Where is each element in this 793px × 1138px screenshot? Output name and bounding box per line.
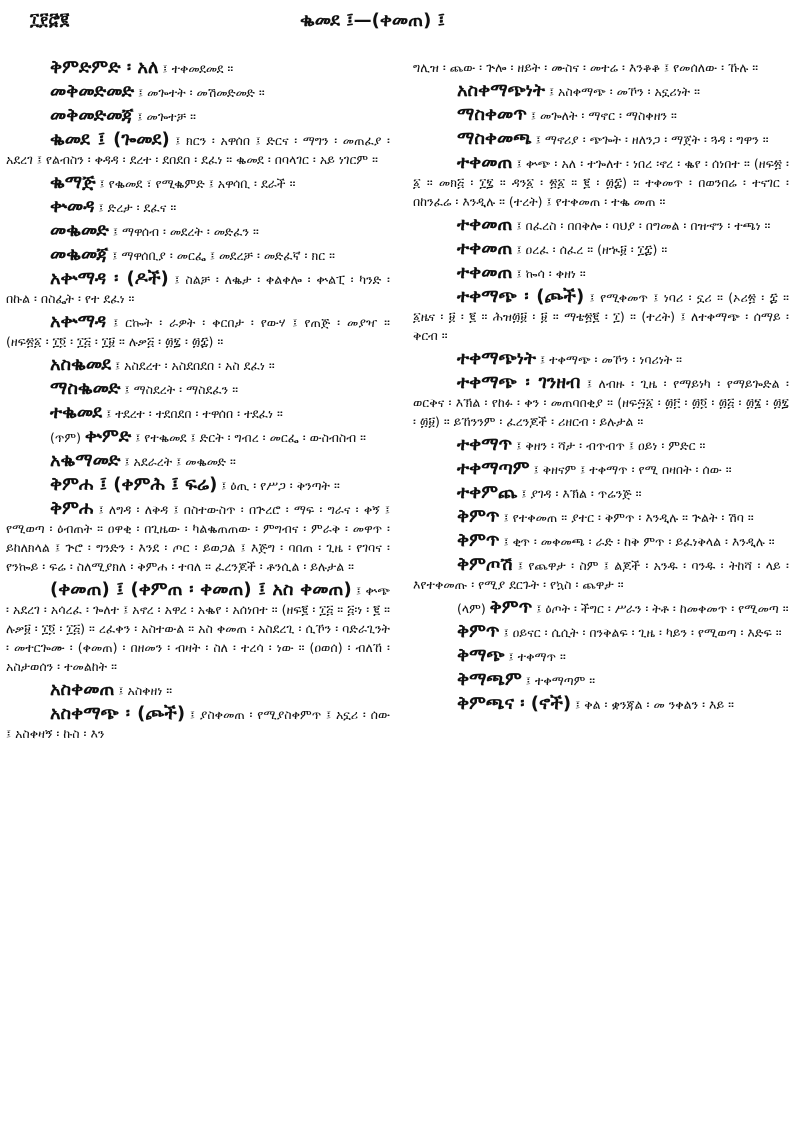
dictionary-entry	[413, 58, 789, 77]
entry-headword: ተቀመጠ	[457, 152, 513, 173]
dictionary-entry	[413, 81, 789, 101]
entry-headword: መቅመድመድ	[50, 81, 135, 102]
entry-headword: አስቀማጭነት	[457, 80, 545, 101]
entry-definition: ፤ የሚቀመጥ ፤ ነባሪ ፡ ኗሪ ። (ኦሪ፳ ፡ ፰ ። ፩ዜና ፡ ፱ ፡ ፪ ። ሕዝ፴፱ ፡ ፱ ። ማቴ፳፪ ፡ ፲) ። (ተረት) ፤ ለተቀማጭ ፡ ሰማይ ፡ ቅርብ ።	[413, 290, 789, 343]
entry-headword: ቅምጥ	[457, 621, 500, 642]
entry-headword: ቅማጭ	[457, 645, 505, 666]
running-head: ቈመደ ፤—(ቀመጠ) ፤	[300, 10, 445, 31]
entry-headword: አስቀማጭ ፡ (ጮች)	[50, 703, 186, 724]
entry-headword: መቈመጃ	[50, 244, 109, 265]
entry-headword: ተቈመደ	[50, 402, 103, 423]
dictionary-entry	[6, 451, 390, 471]
entry-headword: አቍማዳ	[50, 311, 107, 332]
entry-definition: ፤ ርኰት ፡ ራዎት ፡ ቀርበታ ፡ የውሃ ፤ የጠጅ ፡ መያዣ ። (ዘፍ፳፩ ፡ ፲፬ ፡ ፲፭ ፡ ፲፱ ። ሉቃ፭ ፡ ፴፯ ፡ ፴፰) ።	[6, 315, 390, 349]
entry-definition: ፤ ተቀመደመደ ።	[158, 61, 234, 76]
entry-headword: ተቀማጭ ፡ ገንዘብ	[457, 372, 581, 393]
dictionary-entry	[6, 269, 390, 308]
dictionary-entry	[413, 349, 789, 369]
dictionary-entry	[6, 379, 390, 399]
entry-definition: ፤ ቅል ፡ ቋንጃል ፡ መ ንቀልን ፡ እይ ።	[571, 697, 734, 712]
dictionary-entry	[6, 221, 390, 241]
dictionary-entry	[6, 355, 390, 375]
entry-definition: ፤ አስቀማጭ ፡ መኾን ፡ አኗሪነት ።	[544, 84, 700, 99]
entry-definition: ፤ ያገዳ ፡ እኽል ፡ ጥሬንጅ ።	[517, 486, 642, 501]
page-number: ፲፻፸፪	[30, 10, 70, 30]
entry-definition: ፤ ተቀማጥ ።	[504, 649, 566, 664]
entry-headword: ቈመደ ፤ (ጐመደ)	[50, 129, 170, 150]
dictionary-entry	[6, 403, 390, 423]
dictionary-entry	[413, 670, 789, 690]
dictionary-entry	[413, 129, 789, 149]
entry-headword: አስቈመደ	[50, 354, 112, 375]
entry-definition: ፤ ማዋሰቢያ ፡ መርፌ ፤ መደረቻ ፡ መድፈኛ ፡ ክር ።	[108, 248, 335, 263]
entry-definition: ፤ ለግዳ ፡ ለቅዳ ፤ በስተውስጥ ፡ በጕረሮ ፡ ማፍ ፡ ግራና ፡ ቀኝ ፤ የሚወጣ ፡ ዕብጠት ። ዐዋቂ ፡ በጊዜው ፡ ካልቈጠጠው ፡ ምግብና ፡ ምራቅ ፡ መዋጥ ፡ ይከለክላል ፤ ጕሮ ፡ ግንድን ፡ እንደ ፡ ጦር ፡ ይወጋል ፤ እጅግ ፡ ባበጠ ፡ ጊዜ ፡ የገባና ፡ የንኰይ ፡ ፍሬ ፡ ስለሚያክለ ፡ ቅምሐ ፡ ተባለ ። ፈረንጆች ፡ ቶንሲል ፡ ይሉታል ።	[6, 502, 390, 574]
dictionary-entry	[6, 173, 390, 193]
entry-headword: ቅምጥ	[457, 530, 500, 551]
entry-definition: ግሊዝ ፡ ጨው ፡ ጕሎ ፡ ዘይት ፡ ሙስና ፡ መተሬ ፡ እንቆቆ ፤ የመሰለው ፡ ኹሉ ።	[413, 60, 759, 75]
entry-definition: ፤ ያስቀመጠ ፡ የሚያስቀምጥ ፤ አኗሪ ፡ ሰው ፤ አስቀዛኝ ፡ ኩስ ፡ እን	[6, 707, 390, 741]
entry-headword: ተቀማጥ	[457, 434, 513, 455]
entry-definition: ፤ ቅዘናም ፤ ተቀማጥ ፡ የሚ በዛበት ፡ ሰው ።	[529, 462, 732, 477]
entry-headword: ቈማጅ	[50, 172, 96, 193]
dictionary-entry	[6, 106, 390, 126]
entry-definition: ፤ አስደረተ ፡ አስደበደበ ፡ አስ ደፈነ ።	[111, 358, 275, 373]
dictionary-entry	[6, 475, 390, 495]
entry-definition: ፤ ዕጢ ፡ የሥጋ ፡ ቅንጣት ።	[217, 478, 340, 493]
dictionary-entry	[413, 435, 789, 455]
entry-prefix: (ጥም)	[50, 430, 85, 445]
entry-headword: ተቀማጭ ፡ (ጮች)	[457, 286, 585, 307]
entry-headword: ተቀመጠ	[457, 214, 513, 235]
dictionary-entry	[413, 373, 789, 431]
entry-definition: ፤ የተቀመጠ ። ያተር ፡ ቅምጥ ፡ እንዲሉ ። ጕልት ፡ ሽባ ።	[499, 510, 754, 525]
entry-headword: ተቀማጣም	[457, 458, 530, 479]
entry-headword: አቍማዳ ፡ (ዶች)	[50, 268, 169, 289]
dictionary-entry	[413, 483, 789, 503]
entry-headword: ተቀመጠ	[457, 238, 513, 259]
dictionary-entry	[6, 312, 390, 351]
entry-headword: ቅምጥ	[489, 597, 533, 618]
entry-headword: ቍምድ	[84, 426, 132, 447]
entry-definition: ፤ አስቀዘነ ።	[114, 683, 173, 698]
dictionary-entry	[6, 197, 390, 217]
dictionary-entry	[413, 507, 789, 527]
dictionary-entry	[6, 427, 390, 447]
dictionary-entry	[413, 263, 789, 283]
entry-headword: ተቀማጭነት	[457, 348, 537, 369]
entry-headword: ቅምጫና ፡ (ኖች)	[457, 693, 572, 714]
entry-definition: ፤ ማዋሰብ ፡ መደረት ፡ መድፈን ።	[108, 224, 259, 239]
entry-headword: ቅምሐ	[50, 498, 94, 519]
entry-definition: ፤ ተደረተ ፡ ተደበደበ ፡ ተዋሰበ ፡ ተደፈነ ።	[102, 406, 283, 421]
entry-definition: ፤ በፈረስ ፡ በበቅሎ ፡ ባህያ ፡ በግመል ፡ በዝኆን ፡ ተጫነ ።	[512, 218, 771, 233]
entry-definition: ፤ መጐተት ፡ መሽመድመድ ።	[134, 85, 265, 100]
entry-definition: ፤ መጐተቻ ።	[133, 109, 196, 124]
entry-definition: ፤ ተቀማጣም ።	[521, 673, 596, 688]
dictionary-entry	[413, 646, 789, 666]
right-column	[413, 58, 789, 718]
dictionary-entry	[413, 215, 789, 235]
dictionary-entry	[413, 531, 789, 551]
entry-headword: ተቀምጨ	[457, 482, 518, 503]
left-column	[6, 58, 390, 747]
entry-headword: አስቀመጠ	[50, 679, 115, 700]
dictionary-entry	[6, 704, 390, 743]
dictionary-entry	[6, 82, 390, 102]
entry-prefix: (ላም)	[457, 601, 490, 616]
entry-definition: ፤ ኰሳ ፡ ቀዘነ ።	[512, 266, 586, 281]
dictionary-entry	[413, 622, 789, 642]
entry-definition: ፤ ቂጥ ፡ መቀመጫ ፡ ራድ ፡ ከቅ ምጥ ፡ ይፈነቅላል ፡ እንዲሉ ።	[499, 534, 775, 549]
entry-headword: ቅምድምድ ፡ አለ	[50, 57, 159, 78]
entry-headword: አቈማመድ	[50, 450, 121, 471]
entry-headword: መቅመድመጃ	[50, 105, 134, 126]
entry-definition: ፤ አደራረት ፤ መቈመድ ።	[120, 454, 236, 469]
entry-definition: ፤ ስልቻ ፡ ለቈታ ፡ ቀልቀሎ ፡ ቍልፒ ፡ ካንድ ፡ በኩል ፡ በስፌት ፡ የተ ደፈነ ።	[6, 272, 390, 306]
dictionary-entry	[6, 580, 390, 676]
entry-definition: ፤ ድረታ ፡ ደፈና ።	[94, 200, 177, 215]
entry-headword: ማስቀመጫ	[457, 128, 532, 149]
entry-definition: ፤ ቍጭ ፡ አለ ፡ ተጐለተ ፡ ነበረ ፡ኖረ ፡ ቈየ ፡ ሰነበተ ። (ዘፍ፳ ፡ ፩ ። መክ፭ ፡ ፲፯ ። ዳን፩ ፡ ፳፩ ። ፪ ፡ ፴፰) ። ተቀመጥ ፡ በወንበሬ ፡ ተናገር ፡ በከንፈሬ ፡ እንዲሉ ። (ተረት) ፤ የተቀመጠ ፡ ተቈ መጠ ።	[413, 156, 789, 209]
entry-definition: ፤ ለብዙ ፡ ጊዜ ፡ የማይነካ ፡ የማይጐድል ፡ ወርቅና ፡ እኽል ፡ የከፉ ፡ ቀን ፡ መጠባበቂያ ። (ዘፍ፵፩ ፡ ፴፫ ፡ ፴፬ ፡ ፴፭ ፡ ፴፮ ፡ ፴፯ ፡ ፴፱) ። ይኸንንም ፡ ፈረንጆች ፡ ሪዘርብ ፡ ይሉታል ።	[413, 376, 789, 429]
dictionary-entry	[6, 499, 390, 576]
entry-definition: ፤ ቍጭ ፡ አደረገ ፡ አሳረፈ ፡ ጐለተ ፤ አኖረ ፡ አዋረ ፡ አቈየ ፡ አሰነበተ ። (ዘፍ፪ ፡ ፲፭ ። ፭፡ነ ፡ ፪ ። ሉቃ፱ ፡ ፲፬ ፡ ፲፭) ። ረፈቀን ፡ አስተውል ። አስ ቀመጠ ፡ አስደረጊ ፡ ሲኾን ፡ ባድራጊንት ፡ መተርጐሙ ፡ (ቀመጠ) ፡ በዘመን ፡ ብዛት ፡ ስለ ፡ ተረሳ ፡ ነው ። (ዐወሰ) ፡ ብለኸ ፡ አስታወሰን ፡ ተመልከት ።	[6, 583, 390, 674]
dictionary-entry	[413, 555, 789, 594]
entry-definition: ፤ ዐረፈ ፡ ሰፈረ ። (ዘኊ፱ ፡ ፲፰) ።	[512, 242, 668, 257]
dictionary-entry	[413, 459, 789, 479]
dictionary-entry	[413, 287, 789, 345]
dictionary-entry	[413, 105, 789, 125]
dictionary-entry	[413, 239, 789, 259]
entry-headword: ቍመዳ	[50, 196, 95, 217]
entry-headword: ተቀመጠ	[457, 262, 513, 283]
dictionary-entry	[6, 58, 390, 78]
entry-headword: (ቀመጠ) ፤ (ቀምጠ ፡ ቀመጠ) ፤ አስ ቀመጠ)	[50, 579, 352, 600]
entry-headword: ማስቀመጥ	[457, 104, 527, 125]
entry-headword: ቅምሐ ፤ (ቀምሕ ፤ ፍሬ)	[50, 474, 218, 495]
entry-definition: ፤ ክርን ፡ አዋሰበ ፤ ድርና ፡ ማግን ፡ መጠፈያ ፡ አደረገ ፤ የልብስን ፡ ቀዳዳ ፡ ደረተ ፡ ደበደበ ፡ ደፈነ ። ቈመደ ፡ በባላገር ፡ አይ ነገርም ።	[6, 133, 390, 167]
entry-definition: ፤ ማስደረት ፡ ማስደፈን ።	[120, 382, 239, 397]
entry-definition: ፤ የተቈመደ ፤ ድርት ፡ ግብረ ፡ መርፌ ፡ ውስብስብ ።	[131, 430, 366, 445]
entry-definition: ፤ የቈመደ ፣ የሚቈምድ ፤ አዋሳቢ ፡ ደራች ።	[95, 176, 296, 191]
entry-headword: መቈመድ	[50, 220, 109, 241]
entry-headword: ቅማጫም	[457, 669, 522, 690]
dictionary-entry	[413, 153, 789, 211]
entry-definition: ፤ ቅዘን ፡ ሻታ ፡ ብጥብጥ ፤ ዐይነ ፡ ምድር ።	[512, 438, 706, 453]
entry-definition: ፤ የጨዋታ ፡ ስም ፤ ልጆች ፡ አንዱ ፡ ባንዱ ፡ ትከሻ ፡ ላይ ፡ እየተቀመጡ ፡ የሚያ ደርጉት ፡ የኳስ ፡ ጨዋታ ።	[413, 558, 789, 592]
dictionary-entry	[6, 245, 390, 265]
entry-definition: ፤ ማኖሪያ ፡ ጭጐት ፡ ዘለንጋ ፡ ማጀት ፡ ጓዳ ፡ ግዋን ።	[531, 132, 769, 147]
entry-headword: ቅምጥ	[457, 506, 500, 527]
entry-headword: ቅምጦሽ	[457, 554, 513, 575]
entry-definition: ፤ ዕጦት ፡ ችግር ፡ ሥራን ፡ ትቶ ፡ ከመቀመጥ ፡ የሚመጣ ።	[532, 601, 789, 616]
entry-definition: ፤ መጐለት ፡ ማኖር ፡ ማስቀዘን ።	[526, 108, 677, 123]
dictionary-entry	[6, 130, 390, 169]
dictionary-entry	[6, 680, 390, 700]
dictionary-entry	[413, 598, 789, 618]
dictionary-entry	[413, 694, 789, 714]
entry-headword: ማስቈመድ	[50, 378, 121, 399]
entry-definition: ፤ ዐይናር ፡ ሴሲት ፡ በንቅልፍ ፡ ጊዜ ፡ ካይን ፡ የሚወጣ ፡ እድፍ ።	[499, 625, 782, 640]
entry-definition: ፤ ተቀማጭ ፡ መኾን ፡ ነባሪነት ።	[536, 352, 683, 367]
